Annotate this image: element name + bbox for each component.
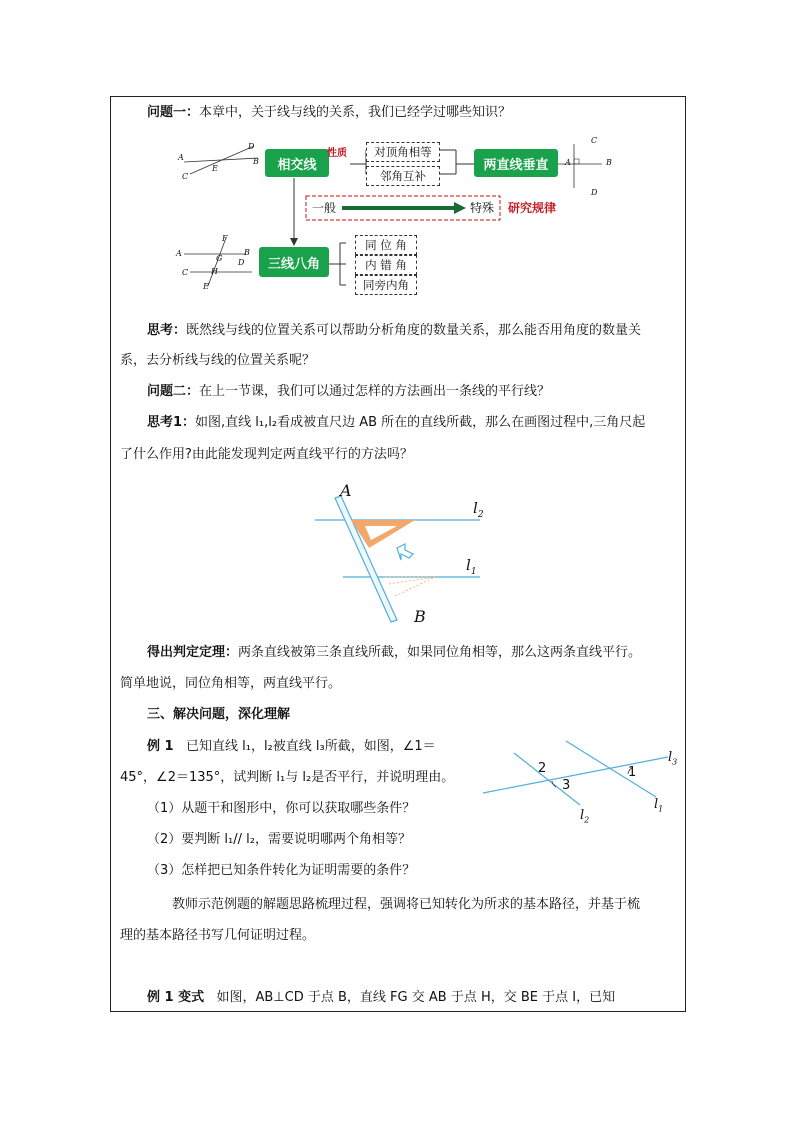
example1-q1: （1）从题干和图形中，你可以获取哪些条件？	[147, 801, 416, 816]
node-alternate: 内 错 角	[355, 255, 417, 275]
example1-line-1: 例 1 已知直线 l₁，l₂被直线 l₃所截，如图，∠1＝	[147, 739, 436, 754]
fig-label: D	[248, 142, 255, 151]
node-corresponding: 同 位 角	[355, 235, 417, 255]
fig-label: C	[591, 136, 598, 145]
node-intersect: 相交线	[265, 149, 329, 177]
fig-label: C	[182, 172, 189, 181]
theorem-line-1: 得出判定定理：两条直线被第三条直线所截，如果同位角相等，那么这两条直线平行。	[147, 645, 642, 660]
line-l1-label: $l_1$	[654, 797, 664, 814]
section-heading: 三、解决问题，深化理解	[147, 707, 291, 722]
fig-label: A	[565, 158, 571, 167]
fig-label: B	[244, 248, 250, 257]
think1-line-2: 了什么作用?由此能发现判定两直线平行的方法吗？	[120, 447, 413, 462]
fig-label: H	[211, 267, 218, 276]
teacher-line-1: 教师示范例题的解题思路梳理过程，强调将已知转化为所求的基本路径，并基于梳	[172, 897, 641, 912]
fig-label: E	[212, 164, 218, 173]
label-special: 特殊	[470, 201, 495, 215]
variant-line: 例 1 变式 如图，AB⊥CD 于点 B，直线 FG 交 AB 于点 H，交 BE 于点 I，已知	[147, 990, 616, 1005]
label-property: 性质	[327, 148, 347, 159]
point-b-label: B	[414, 607, 426, 626]
fig-label: G	[216, 254, 223, 263]
line-l2-label: $l_2$	[580, 808, 590, 825]
point-a-label: A	[340, 481, 352, 500]
example1-q2: （2）要判断 l₁// l₂，需要说明哪两个角相等？	[147, 832, 411, 847]
angle-1-label: 1	[628, 765, 637, 780]
fig-label: D	[591, 188, 598, 197]
fig-label: B	[606, 158, 612, 167]
fig-label: C	[182, 268, 189, 277]
node-vertical-angles: 对顶角相等	[366, 142, 440, 162]
theorem-line-2: 简单地说，同位角相等，两直线平行。	[120, 676, 342, 691]
line-l3-label: $l_3$	[668, 750, 678, 767]
question-2: 问题二：在上一节课，我们可以通过怎样的方法画出一条线的平行线？	[147, 384, 551, 399]
fig-label: F	[222, 234, 228, 243]
fig-label: A	[176, 249, 182, 258]
teacher-line-2: 理的基本路径书写几何证明过程。	[120, 928, 316, 943]
fig-label: A	[178, 153, 184, 162]
angle-2-label: 2	[538, 761, 547, 776]
line-l2-label: $l_2$	[473, 499, 484, 520]
think-line-1: 思考：既然线与线的位置关系可以帮助分析角度的数量关系，那么能否用角度的数量关	[147, 323, 642, 338]
angle-3-label: 3	[562, 778, 571, 793]
think1-line-1: 思考1：如图,直线 l₁,l₂看成被直尺边 AB 所在的直线所截，那么在画图过程中,三角尺起	[147, 415, 646, 430]
node-three-lines: 三线八角	[259, 247, 329, 277]
node-supplementary: 邻角互补	[366, 166, 440, 186]
label-method: 研究规律	[508, 201, 557, 215]
think-line-2: 系，去分析线与线的位置关系呢？	[120, 353, 316, 368]
fig-label: B	[253, 157, 259, 166]
label-general: 一般	[312, 201, 337, 215]
example1-q3: （3）怎样把已知条件转化为证明需要的条件？	[147, 863, 416, 878]
node-perpendicular: 两直线垂直	[474, 149, 558, 177]
node-same-side: 同旁内角	[355, 275, 417, 295]
fig-label: D	[238, 258, 245, 267]
line-l1-label: $l_1$	[466, 556, 477, 577]
example1-line-2: 45°，∠2＝135°，试判断 l₁与 l₂是否平行，并说明理由。	[120, 770, 455, 785]
question-1: 问题一：本章中，关于线与线的关系，我们已经学过哪些知识？	[147, 105, 512, 120]
fig-label: E	[203, 282, 209, 291]
